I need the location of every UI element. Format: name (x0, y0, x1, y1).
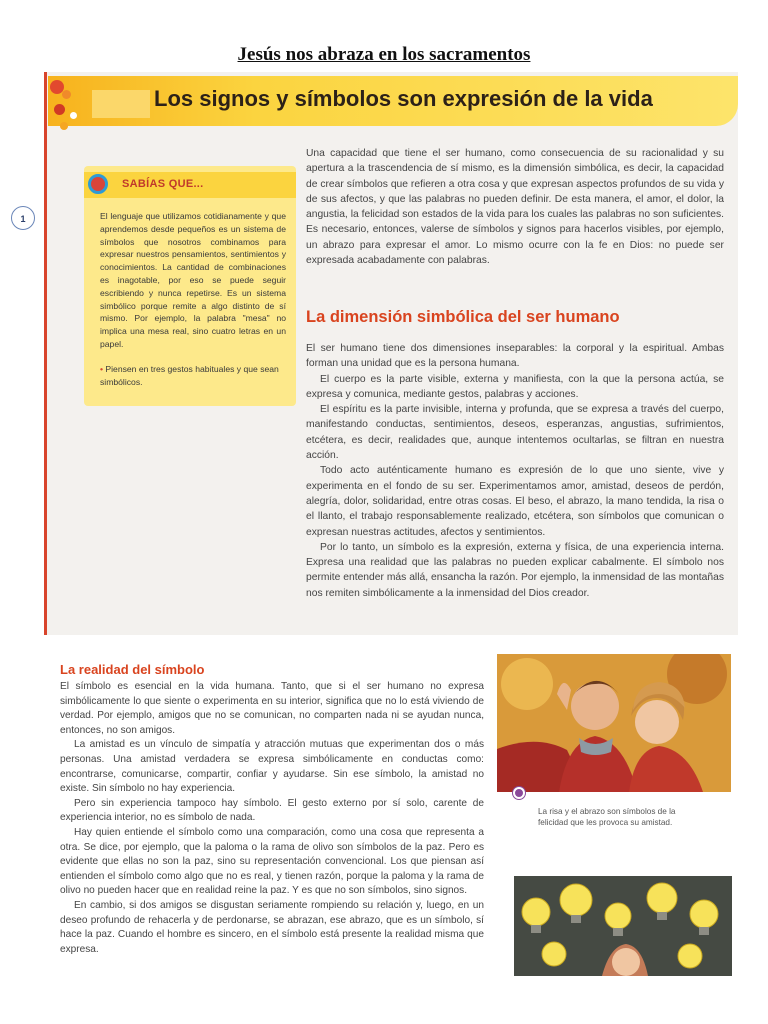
bullet-icon: • (100, 364, 106, 374)
light-bulbs-illustration (514, 876, 732, 976)
intro-paragraph: Una capacidad que tiene el ser humano, como consecuencia de su racionalidad y su apertura a la trascendencia de sí mismo, es la dimensión simbólica, es decir, la capacidad de crear símbolos que refieren a otra cosa y que expresan aspectos profundos de su vida y de sus afectos, y que las palabras no pueden definir. De esta manera, el amor, el dolor, la angustia, la felicidad son estados de la vida para los cuales las palabras no son suficientes. Es necesario, entonces, valerse de símbolos y signos para hacerlos visibles, por ejemplo, un abrazo para expresar el amor. Lo mismo ocurre con la fe en Dios: no puede ser expresada acabadamente con palabras. (306, 148, 724, 267)
friends-illustration (497, 654, 731, 792)
sabias-que-title: SABÍAS QUE... (122, 178, 204, 190)
banner-decoration-dot (62, 90, 71, 99)
banner-highlight (92, 90, 150, 118)
sabias-que-icon (88, 174, 108, 194)
sabias-que-bullet-text: Piensen en tres gestos habituales y que sean simbólicos. (100, 364, 279, 387)
realidad-paragraph: Pero sin experiencia tampoco hay símbolo. El gesto externo por sí solo, carente de experiencia interior, no es símbolo de nada. (60, 797, 484, 824)
sabias-que-bullet (100, 363, 286, 389)
section-paragraph: El espíritu es la parte invisible, interna y profunda, que se expresa a través del cuerpo, manifestando conductas, sentimientos, deseos, esperanzas, angustias, sufrimientos, etcétera, es decir, realidades que, aunque intentemos ocultarlas, se filtran en nuestra acción. (306, 404, 724, 462)
banner-decoration-dot (54, 104, 65, 115)
banner-title: Los signos y símbolos son expresión de la vida (154, 86, 653, 111)
section-heading: La dimensión simbólica del ser humano (306, 308, 620, 326)
caption-marker-icon (513, 787, 525, 799)
red-margin-rule (44, 72, 47, 635)
realidad-paragraph: El símbolo es esencial en la vida humana. Tanto, que si el ser humano no expresa simbólicamente lo que siente o experimenta en su interior, significa que no lo está viviendo de verdad. Por ejemplo, amigos que no se comunican, no comparten nada ni se ayudan nunca, entonces, no son amigos. (60, 681, 484, 736)
light-bulbs-photo (514, 876, 732, 976)
document-title: Jesús nos abraza en los sacramentos (237, 44, 531, 65)
section-paragraph: Todo acto auténticamente humano es expresión de lo que uno siente, vive y experimenta en el fondo de su ser. Experimentamos amor, amistad, deseos de perdón, alegría, dolor, solidaridad, entre otras cosas. El beso, el abrazo, la mano tendida, la risa o el llanto, el trabajo responsablemente realizado, etcétera, son símbolos que comunican o expresan nuestras actitudes, afectos y sentimientos. (306, 465, 724, 538)
section-body (306, 341, 724, 601)
section-paragraph: El ser humano tiene dos dimensiones inseparables: la corporal y la espiritual. Ambas forman una unidad que es la persona humana. (306, 343, 724, 370)
photo-caption: La risa y el abrazo son símbolos de la felicidad que les provoca su amistad. (538, 807, 676, 827)
section-paragraph: El cuerpo es la parte visible, externa y manifiesta, con la que la persona actúa, se expresa y comunica, mediante gestos, palabras y acciones. (306, 373, 724, 400)
section-paragraph: Por lo tanto, un símbolo es la expresión, externa y física, de una experiencia interna. Expresa una realidad que las palabras no pueden explicar cabalmente. El símbolo nos permite entender más allá, ensancha la razón. Por ejemplo, la inmensidad de las montañas nos remiten simbólicamente a la inmensidad del Dios creador. (306, 541, 724, 599)
sabias-que-body: El lenguaje que utilizamos cotidianamente y que aprendemos desde pequeños es un sistema de símbolos que nosotros combinamos para expresar nuestros pensamientos, sentimientos y conocimientos. La cantidad de combinaciones es inagotable, por eso se puede seguir escribiendo y nunca repetirse. Es un sistema simbólico porque remite a algo distinto de sí mismo. Por ejemplo, la palabra "mesa" no implica una mesa real, sino cuatro letras en un papel. (100, 211, 286, 349)
margin-note-badge[interactable]: 1 (11, 206, 35, 230)
friends-hugging-photo (497, 654, 731, 792)
realidad-body (60, 680, 484, 957)
realidad-paragraph: En cambio, si dos amigos se disgustan seriamente rompiendo su relación y, luego, en un deseo profundo de rehacerla y de perdonarse, se abrazan, ese abrazo, que es un símbolo, sí hace la paz. Cuando el hombre es sincero, en el símbolo está presente la realidad misma que expresa. (60, 899, 484, 955)
banner-decoration-dot (60, 122, 68, 130)
realidad-paragraph: La amistad es un vínculo de simpatía y atracción mutuas que experimentan dos o más personas. Una amistad verdadera se expresa simbólicamente en conductas como: encontrarse, comunicarse, compartir, confiar y ayudarse. Sin ese símbolo, la amistad no existe. Sin símbolo no hay experiencia. (60, 739, 484, 795)
realidad-heading: La realidad del símbolo (60, 662, 205, 677)
banner-decoration-dot (70, 112, 77, 119)
realidad-paragraph: Hay quien entiende el símbolo como una comparación, como una cosa que representa a otra. Se dice, por ejemplo, que la paloma o la rama de olivo son símbolos de la paz. Pero es evidente que ellas no son la paz, sino su representación convencional. Los que piensan así entienden el símbolo como algo que no es real, y tienen razón, porque la paloma y la rama de olivo no pueden hacer que en realidad reine la paz. Y es que no son símbolos, sino signos. (60, 826, 484, 897)
